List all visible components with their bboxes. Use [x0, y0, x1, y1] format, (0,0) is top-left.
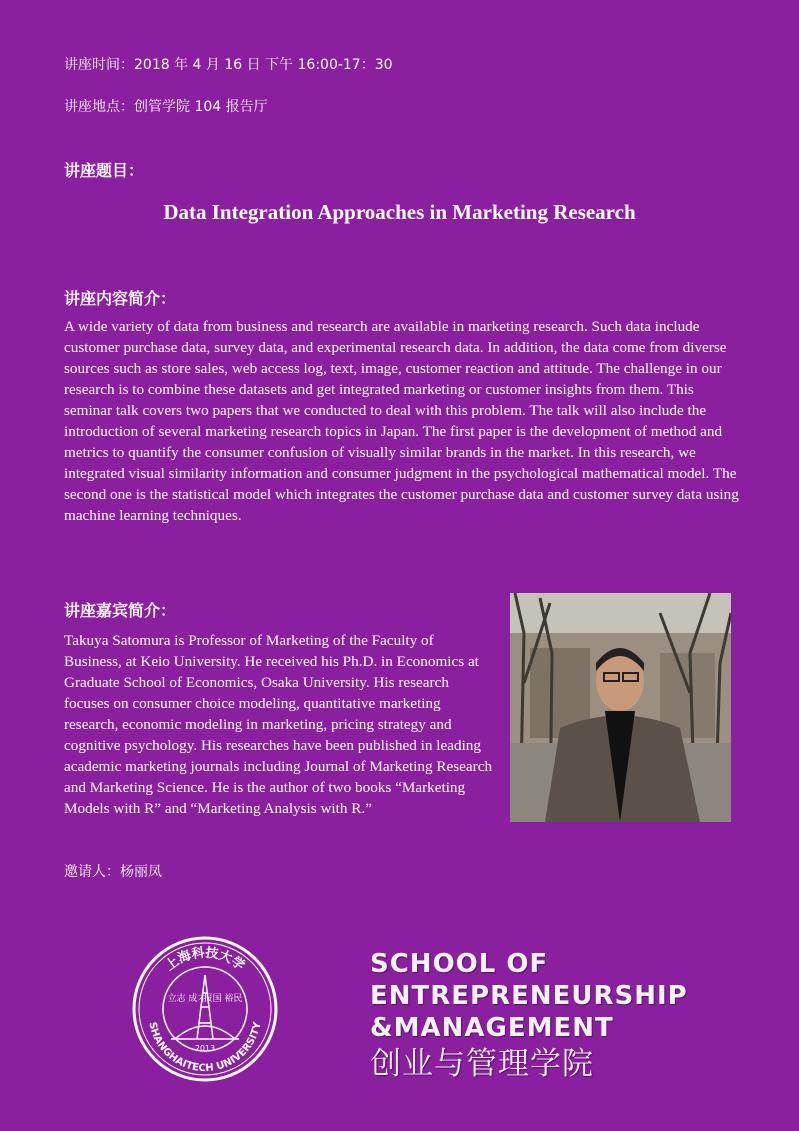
seal-motto-left: 立志 成才: [167, 994, 207, 1004]
lecture-title: Data Integration Approaches in Marketing Research: [163, 200, 636, 224]
event-time: 讲座时间：2018 年 4 月 16 日 下午 16:00-17：30: [64, 57, 393, 73]
school-line-1: SCHOOL OF: [370, 949, 549, 979]
tower-icon: [171, 975, 239, 1039]
event-location: 讲座地点：创管学院 104 报告厅: [64, 99, 268, 115]
shanghaitech-seal-logo: [131, 935, 279, 1083]
speaker-bio: Takuya Satomura is Professor of Marketing of the Faculty of Business, at Keio University. He received his Ph.D. in Economics at Graduate School of Economics, Osaka University. His research focuses on consumer choice modeling, quantitative marketing research, economic modeling in marketing, pricing strategy and cognitive psychology. His researches have been published in leading academic marketing journals including Journal of Marketing Research and Marketing Science. He is the author of two books “Marketing Models with R” and “Marketing Analysis with R.”: [64, 632, 493, 817]
school-line-cn: 创业与管理学院: [370, 1046, 594, 1082]
abstract-label: 讲座内容简介：: [64, 289, 177, 308]
speaker-label: 讲座嘉宾简介：: [64, 601, 177, 620]
school-line-3: &MANAGEMENT: [370, 1013, 614, 1043]
seal-motto-right: 报国 裕民: [203, 994, 243, 1004]
abstract-text: A wide variety of data from business and research are available in marketing research. Such data include customer purchase data, survey data, and experimental research data. In addition, the data come from diverse sources such as store sales, web access log, text, image, customer reaction and attitude. The challenge in our research is to combine these datasets and get integrated marketing or customer insights from them. This seminar talk covers two papers that we conducted to deal with this problem. The talk will also include the introduction of several marketing research topics in Japan. The first paper is the development of method and metrics to quantify the consumer confusion of visually similar brands in the market. In this research, we integrated visual similarity information and consumer judgment in the psychological mathematical model. The second one is the statistical model which integrates the customer purchase data and customer survey data using machine learning techniques.: [64, 318, 739, 524]
seal-top-text: 上海科技大学: [162, 945, 248, 974]
seal-year: 2013: [194, 1044, 216, 1053]
school-line-2: ENTREPRENEURSHIP: [370, 981, 688, 1011]
inviter: 邀请人：杨丽凤: [64, 864, 162, 880]
school-logo-text: [370, 948, 688, 1084]
seal-bottom-text: SHANGHAITECH UNIVERSITY: [146, 1021, 264, 1075]
svg-text:上海科技大学: [163, 945, 248, 974]
speaker-photo: [510, 593, 731, 822]
topic-label: 讲座题目：: [64, 161, 145, 180]
